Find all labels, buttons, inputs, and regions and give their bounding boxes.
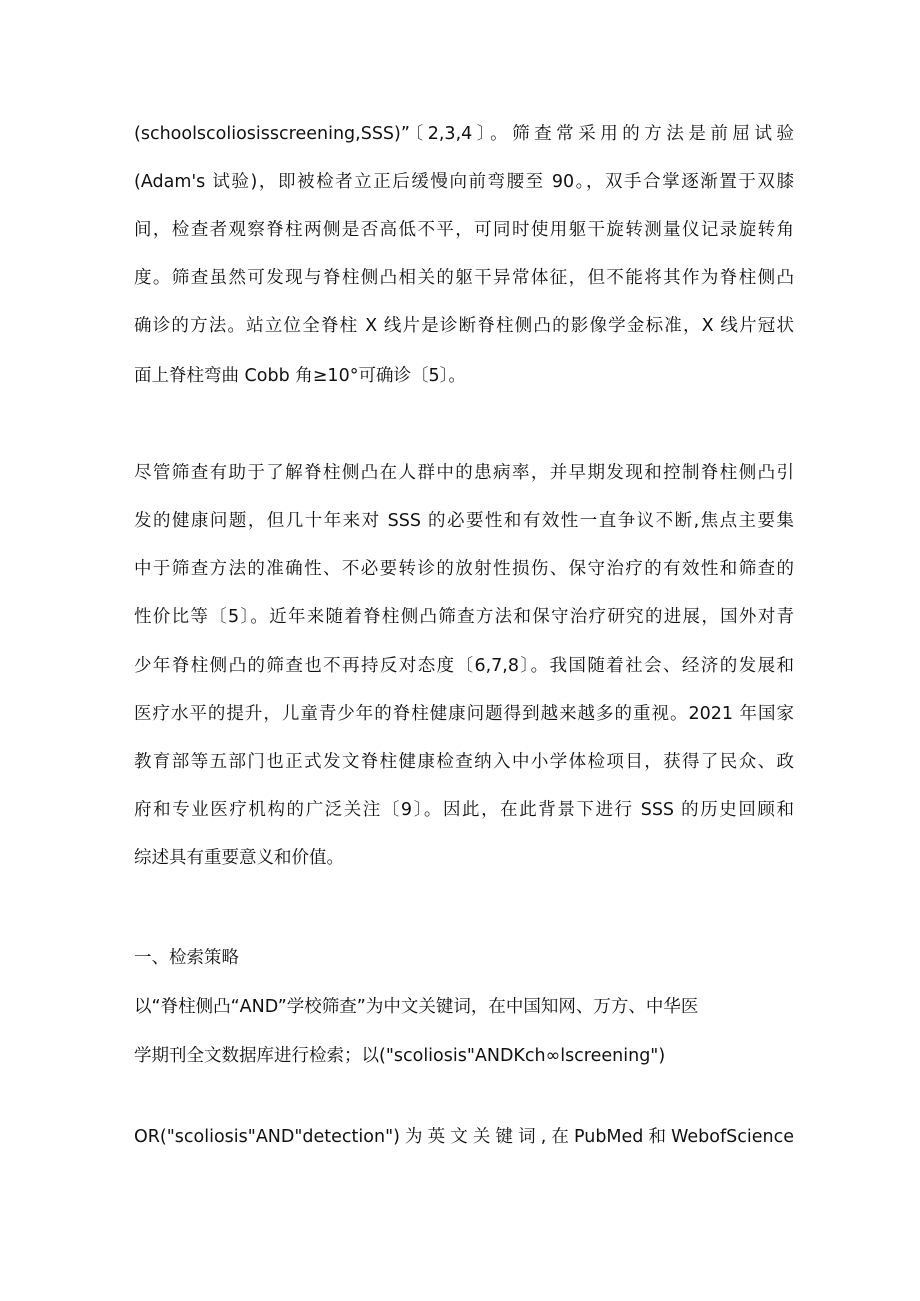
section-heading: 一、检索策略 xyxy=(134,948,239,968)
paragraph-2-line: 发的健康问题，但几十年来对 SSS 的必要性和有效性一直争议不断,焦点主要集 xyxy=(134,511,794,531)
paragraph-2-line: 府和专业医疗机构的广泛关注〔9〕。因此，在此背景下进行 SSS 的历史回顾和 xyxy=(134,800,794,820)
paragraph-2-line: 性价比等〔5〕。近年来随着脊柱侧凸筛查方法和保守治疗研究的进展，国外对青 xyxy=(134,607,794,627)
paragraph-2-line: 教育部等五部门也正式发文脊柱健康检查纳入中小学体检项目，获得了民众、政 xyxy=(134,752,794,772)
section-line: OR("scoliosis"AND"detection")为英文关键词,在PubMed和WebofScience xyxy=(134,1127,794,1147)
paragraph-1-line: 度。筛查虽然可发现与脊柱侧凸相关的躯干异常体征，但不能将其作为脊柱侧凸 xyxy=(134,268,794,288)
paragraph-2-line: 综述具有重要意义和价值。 xyxy=(134,848,344,868)
paragraph-1-line: 间，检查者观察脊柱两侧是否高低不平，可同时使用躯干旋转测量仪记录旋转角 xyxy=(134,220,794,240)
paragraph-1-line: (Adam's 试验)，即被检者立正后缓慢向前弯腰至 90。，双手合掌逐渐置于双膝 xyxy=(134,172,794,192)
paragraph-1-line: 面上脊柱弯曲 Cobb 角≥10°可确诊〔5〕。 xyxy=(134,366,466,386)
paragraph-1-line: (schoolscoliosisscreening,SSS)”〔2,3,4〕。筛查常采用的方法是前屈试验 xyxy=(134,124,794,144)
paragraph-2-line: 医疗水平的提升，儿童青少年的脊柱健康问题得到越来越多的重视。2021 年国家 xyxy=(134,704,794,724)
section-line: 学期刊全文数据库进行检索；以("scoliosis"ANDKch∞lscreening") xyxy=(134,1046,666,1066)
paragraph-2-line: 中于筛查方法的准确性、不必要转诊的放射性损伤、保守治疗的有效性和筛查的 xyxy=(134,559,794,579)
paragraph-1-line: 确诊的方法。站立位全脊柱 X 线片是诊断脊柱侧凸的影像学金标准，X 线片冠状 xyxy=(134,316,794,336)
section-line: 以“脊柱侧凸“AND”学校筛查”为中文关键词，在中国知网、万方、中华医 xyxy=(134,997,699,1017)
paragraph-2-line: 尽管筛查有助于了解脊柱侧凸在人群中的患病率，并早期发现和控制脊柱侧凸引 xyxy=(134,463,794,483)
paragraph-2-line: 少年脊柱侧凸的筛查也不再持反对态度〔6,7,8〕。我国随着社会、经济的发展和 xyxy=(134,656,794,676)
